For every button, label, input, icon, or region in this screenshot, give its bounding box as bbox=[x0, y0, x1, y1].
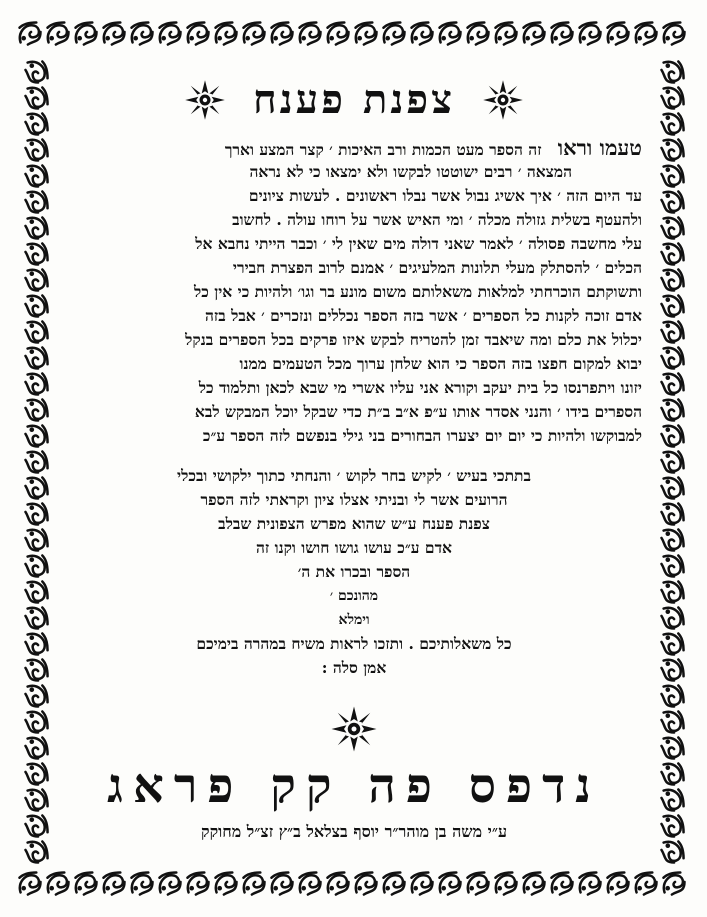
border-motif bbox=[26, 608, 48, 629]
border-motif bbox=[26, 556, 48, 577]
border-motif bbox=[412, 22, 433, 44]
text-line: יזונו ויתפרנסו כל בית יעקב וקורא אני עליו אשרי מי שבא לכאן ותלמוד כל bbox=[198, 378, 642, 397]
border-motif bbox=[552, 872, 573, 894]
border-motif bbox=[160, 872, 181, 894]
border-motif bbox=[26, 374, 48, 395]
border-motif bbox=[272, 872, 293, 894]
border-motif bbox=[662, 738, 684, 759]
page-content bbox=[66, 64, 642, 854]
border-motif bbox=[26, 88, 48, 109]
border-motif bbox=[662, 816, 684, 837]
border-motif bbox=[662, 62, 684, 83]
border-motif bbox=[26, 634, 48, 655]
border-motif bbox=[26, 62, 48, 83]
border-motif bbox=[216, 22, 237, 44]
left-decorative-border bbox=[14, 12, 58, 906]
floral-ornament-icon bbox=[329, 704, 379, 754]
border-motif bbox=[26, 504, 48, 525]
border-motif bbox=[662, 660, 684, 681]
border-motif bbox=[76, 22, 97, 44]
border-motif bbox=[384, 22, 405, 44]
border-motif bbox=[662, 582, 684, 603]
floral-ornament-icon bbox=[481, 78, 525, 122]
border-motif bbox=[328, 872, 349, 894]
border-motif bbox=[662, 348, 684, 369]
border-motif bbox=[26, 426, 48, 447]
border-motif bbox=[26, 712, 48, 733]
border-motif bbox=[188, 22, 209, 44]
right-decorative-border bbox=[650, 12, 694, 906]
centered-line: הספר ובכרו את ה׳ bbox=[297, 562, 411, 581]
border-motif bbox=[26, 452, 48, 473]
border-motif bbox=[26, 582, 48, 603]
centered-line: בתתכי בעיש ׳ לקיש בחר לקוש ׳ והנחתי כתוך ילקושי ובכלי bbox=[177, 466, 531, 485]
centered-line: אדם ע״כ עושו גושו חושו וקנו זה bbox=[256, 538, 452, 557]
centered-line: צפנת פענח ע״ש שהוא מפרש הצפונית שבלב bbox=[218, 514, 490, 533]
border-motif bbox=[26, 270, 48, 291]
border-motif bbox=[662, 452, 684, 473]
border-motif bbox=[104, 22, 125, 44]
border-motif bbox=[662, 270, 684, 291]
text-line: עד היום הזה ׳ איך אשיג נבול אשר נבלו ראשונים . לעשות ציונים bbox=[248, 186, 642, 205]
text-line: למבוקשו ולהיות כי יום יום יצערו הבחורים בני גילי בנפשם לזה הספר ע״כ bbox=[202, 426, 642, 445]
border-motif bbox=[524, 872, 545, 894]
border-motif bbox=[216, 872, 237, 894]
border-motif bbox=[662, 400, 684, 421]
title-row bbox=[66, 70, 642, 130]
border-motif bbox=[132, 872, 153, 894]
border-motif bbox=[662, 322, 684, 343]
border-motif bbox=[26, 790, 48, 811]
top-decorative-border bbox=[14, 12, 694, 56]
text-line: המצאה ׳ רבים ישוטטו לבקשו ולא ימצאו כי לא נראה bbox=[249, 162, 572, 181]
border-motif bbox=[524, 22, 545, 44]
border-motif bbox=[356, 22, 377, 44]
introduction-text bbox=[66, 136, 642, 448]
border-motif bbox=[662, 634, 684, 655]
text-line: הכלים ׳ להסתלק מעלי תלונות המלעיגים ׳ אמנם לרוב הפצרת חבירי bbox=[232, 258, 642, 277]
border-motif bbox=[580, 872, 601, 894]
border-motif bbox=[328, 22, 349, 44]
border-motif bbox=[300, 22, 321, 44]
border-motif bbox=[496, 872, 517, 894]
border-motif bbox=[662, 296, 684, 317]
border-motif bbox=[662, 140, 684, 161]
border-motif bbox=[26, 218, 48, 239]
text-line: ותשוקתם הוכרחתי למלאות משאלותם משום מונע בר וגו׳ ולהיות כי אין כל bbox=[194, 282, 642, 301]
border-motif bbox=[662, 842, 684, 863]
border-motif bbox=[608, 872, 629, 894]
border-motif bbox=[468, 872, 489, 894]
border-motif bbox=[26, 400, 48, 421]
text-line: יבוא למקום חפצו בזה הספר כי הוא שלחן ערוך מכל הטעמים ממנו bbox=[239, 354, 642, 373]
border-motif bbox=[662, 686, 684, 707]
border-motif bbox=[356, 872, 377, 894]
text-line: עלי מחשבה פסולה ׳ לאמר שאני דולה מים שאין לי ׳ וכבר הייתי נחבא אל bbox=[195, 234, 642, 253]
border-motif bbox=[440, 22, 461, 44]
border-motif bbox=[188, 872, 209, 894]
centered-line: וימלא bbox=[338, 612, 370, 628]
border-motif bbox=[662, 244, 684, 265]
text-line bbox=[66, 136, 642, 160]
border-motif bbox=[662, 88, 684, 109]
border-motif bbox=[662, 426, 684, 447]
border-motif bbox=[132, 22, 153, 44]
border-motif bbox=[662, 218, 684, 239]
border-motif bbox=[26, 530, 48, 551]
centered-line: מהונכם ׳ bbox=[329, 588, 379, 604]
border-motif bbox=[662, 374, 684, 395]
border-motif bbox=[26, 140, 48, 161]
border-motif bbox=[160, 22, 181, 44]
border-motif bbox=[384, 872, 405, 894]
border-motif bbox=[662, 608, 684, 629]
border-motif bbox=[662, 712, 684, 733]
intro-lead-words: טעמו וראו bbox=[557, 136, 642, 160]
border-motif bbox=[440, 872, 461, 894]
border-motif bbox=[662, 504, 684, 525]
centered-line: כל משאלותיכם . ותזכו לראות משיח במהרה בימיכם bbox=[196, 634, 512, 653]
border-motif bbox=[26, 764, 48, 785]
border-motif bbox=[300, 872, 321, 894]
border-motif bbox=[662, 478, 684, 499]
border-motif bbox=[244, 22, 265, 44]
border-motif bbox=[26, 296, 48, 317]
border-motif bbox=[662, 764, 684, 785]
border-motif bbox=[26, 686, 48, 707]
border-motif bbox=[26, 842, 48, 863]
border-motif bbox=[26, 244, 48, 265]
text-line: ולהעטף בשלית גזולה מכלה ׳ ומי האיש אשר על רוחו עולה . לחשוב bbox=[232, 210, 642, 229]
text-line: אדם זוכה לקנות כל הספרים ׳ אשר בזה הספר נכללים ונזכרים ׳ אבל בזה bbox=[204, 306, 642, 325]
border-motif bbox=[468, 22, 489, 44]
border-motif bbox=[76, 872, 97, 894]
border-motif bbox=[608, 22, 629, 44]
border-motif bbox=[26, 192, 48, 213]
border-motif bbox=[26, 816, 48, 837]
text-line: הספרים בידו ׳ והנני אסדר אותו ע״פ א״ב ב״ת כדי שבקל יוכל המבקש לבא bbox=[194, 402, 642, 421]
border-motif bbox=[662, 530, 684, 551]
border-motif bbox=[412, 872, 433, 894]
border-motif bbox=[26, 348, 48, 369]
border-motif bbox=[26, 114, 48, 135]
border-motif bbox=[552, 22, 573, 44]
border-motif bbox=[662, 114, 684, 135]
border-motif bbox=[272, 22, 293, 44]
border-motif bbox=[580, 22, 601, 44]
border-motif bbox=[26, 738, 48, 759]
centered-line: אמן סלה : bbox=[321, 658, 387, 677]
bottom-decorative-border bbox=[14, 862, 694, 906]
centered-line: הרועים אשר לי ובניתי אצלו ציון וקראתי לזה הספר bbox=[200, 490, 508, 509]
closing-text bbox=[66, 464, 642, 680]
border-motif bbox=[662, 790, 684, 811]
border-motif bbox=[662, 192, 684, 213]
border-motif bbox=[496, 22, 517, 44]
border-motif bbox=[26, 322, 48, 343]
border-motif bbox=[26, 478, 48, 499]
page-title: צפנת פענח bbox=[252, 76, 456, 123]
border-motif bbox=[104, 872, 125, 894]
printer-line: ע״י משה בן מוהר״ר יוסף בצלאל ב״ץ זצ״ל מחוקק bbox=[201, 822, 507, 841]
floral-ornament-icon bbox=[183, 78, 227, 122]
border-motif bbox=[244, 872, 265, 894]
border-motif bbox=[26, 166, 48, 187]
border-motif bbox=[662, 166, 684, 187]
border-motif bbox=[662, 556, 684, 577]
text-line-content: זה הספר מעט הכמות ורב האיכות ׳ קצר המצע וארך bbox=[224, 140, 542, 159]
text-line: יכלול את כלם ומה שיאבד זמן להטריח לבקש איזו פרקים בכל הספרים בנקל bbox=[185, 330, 642, 349]
imprint-line: נדפס פה קק פראג bbox=[107, 758, 601, 814]
border-motif bbox=[26, 660, 48, 681]
